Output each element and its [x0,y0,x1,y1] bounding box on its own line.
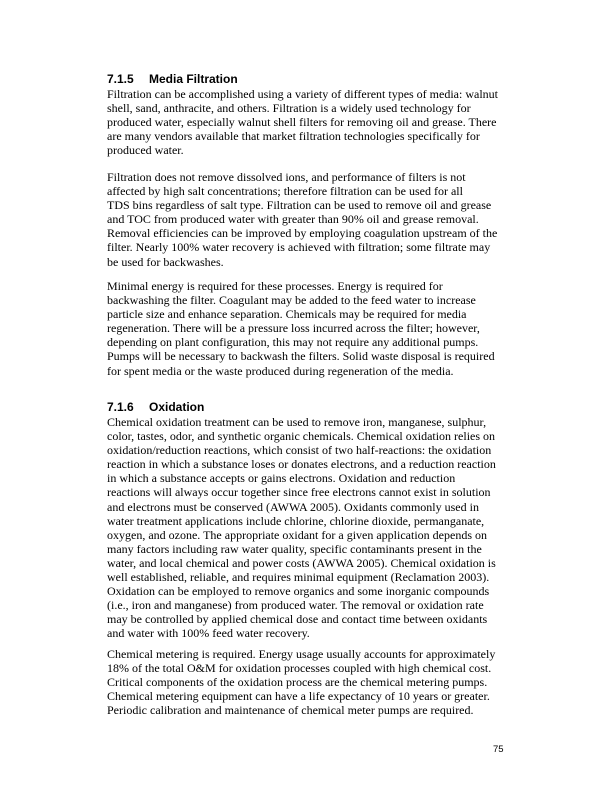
text-line: water, and local chemical and power costs (AWWA 2005). Chemical oxidation is [107,555,496,570]
text-line: affected by high salt concentrations; therefore filtration can be used for all [107,184,463,199]
text-line: Chemical metering equipment can have a life expectancy of 10 years or greater. [107,689,490,704]
section-heading-media-filtration [107,72,238,86]
text-line: regeneration. There will be a pressure loss incurred across the filter; however, [107,321,480,336]
paragraph [107,647,517,717]
text-line: and water with 100% feed water recovery. [107,626,310,641]
paragraph [107,279,517,378]
text-line: filter. Nearly 100% water recovery is achieved with filtration; some filtrate may [107,240,491,255]
text-line: reactions will always occur together since free electrons cannot exist in solution [107,485,491,500]
text-line: Minimal energy is required for these processes. Energy is required for [107,279,443,293]
section-number: 7.1.6 [107,400,134,414]
text-line: 18% of the total O&M for oxidation processes coupled with high chemical cost. [107,661,492,676]
text-line: (i.e., iron and manganese) from produced water. The removal or oxidation rate [107,598,484,613]
text-line: and electrons must be conserved (AWWA 2005). Oxidants commonly used in [107,499,479,514]
text-line: Periodic calibration and maintenance of chemical meter pumps are required. [107,703,474,718]
text-line: particle size and enhance separation. Chemicals may be required for media [107,307,467,322]
text-line: may be controlled by applied chemical dose and contact time between oxidants [107,612,488,627]
text-line: oxidation/reduction reactions, which consist of two half-reactions: the oxidation [107,443,492,458]
paragraph [107,170,517,269]
text-line: oxygen, and ozone. The appropriate oxidant for a given application depends on [107,527,487,542]
text-line: produced water, especially walnut shell filters for removing oil and grease. There [107,115,497,130]
text-line: Critical components of the oxidation process are the chemical metering pumps. [107,675,488,690]
text-line: Pumps will be necessary to backwash the filters. Solid waste disposal is required [107,349,495,364]
text-line: produced water. [107,143,184,158]
text-line: Oxidation can be employed to remove organics and some inorganic compounds [107,584,490,599]
text-line: TDS bins regardless of salt type. Filtration can be used to remove oil and grease [107,198,492,213]
text-line: water treatment applications include chlorine, chlorine dioxide, permanganate, [107,513,485,528]
paragraph [107,87,517,157]
page-number: 75 [493,744,504,755]
text-line: for spent media or the waste produced during regeneration of the media. [107,363,454,378]
text-line: Filtration does not remove dissolved ions, and performance of filters is not [107,170,466,184]
text-line: and TOC from produced water with greater than 90% oil and grease removal. [107,212,479,227]
text-line: well established, reliable, and requires minimal equipment (Reclamation 2003). [107,570,490,585]
section-title: Media Filtration [149,72,238,86]
text-line: color, tastes, odor, and synthetic organic chemicals. Chemical oxidation relies on [107,429,496,444]
text-line: many factors including raw water quality, specific contaminants present in the [107,541,482,556]
text-line: backwashing the filter. Coagulant may be added to the feed water to increase [107,293,476,308]
section-number: 7.1.5 [107,72,134,86]
text-line: depending on plant configuration, this may not require any additional pumps. [107,335,479,350]
section-title: Oxidation [149,400,205,414]
text-line: Chemical metering is required. Energy usage usually accounts for approximately [107,647,496,661]
text-line: be used for backwashes. [107,254,224,269]
text-line: Filtration can be accomplished using a variety of different types of media: walnut [107,87,498,101]
text-line: Chemical oxidation treatment can be used to remove iron, manganese, sulphur, [107,415,487,429]
section-heading-oxidation [107,400,204,414]
text-line: in which a substance accepts or gains electrons. Oxidation and reduction [107,471,456,486]
text-line: Removal efficiencies can be improved by employing coagulation upstream of the [107,226,498,241]
text-line: shell, sand, anthracite, and others. Filtration is a widely used technology for [107,101,471,116]
paragraph [107,415,517,641]
text-line: reaction in which a substance loses or donates electrons, and a reduction reaction [107,457,496,472]
text-line: are many vendors available that market filtration technologies specifically for [107,129,480,144]
